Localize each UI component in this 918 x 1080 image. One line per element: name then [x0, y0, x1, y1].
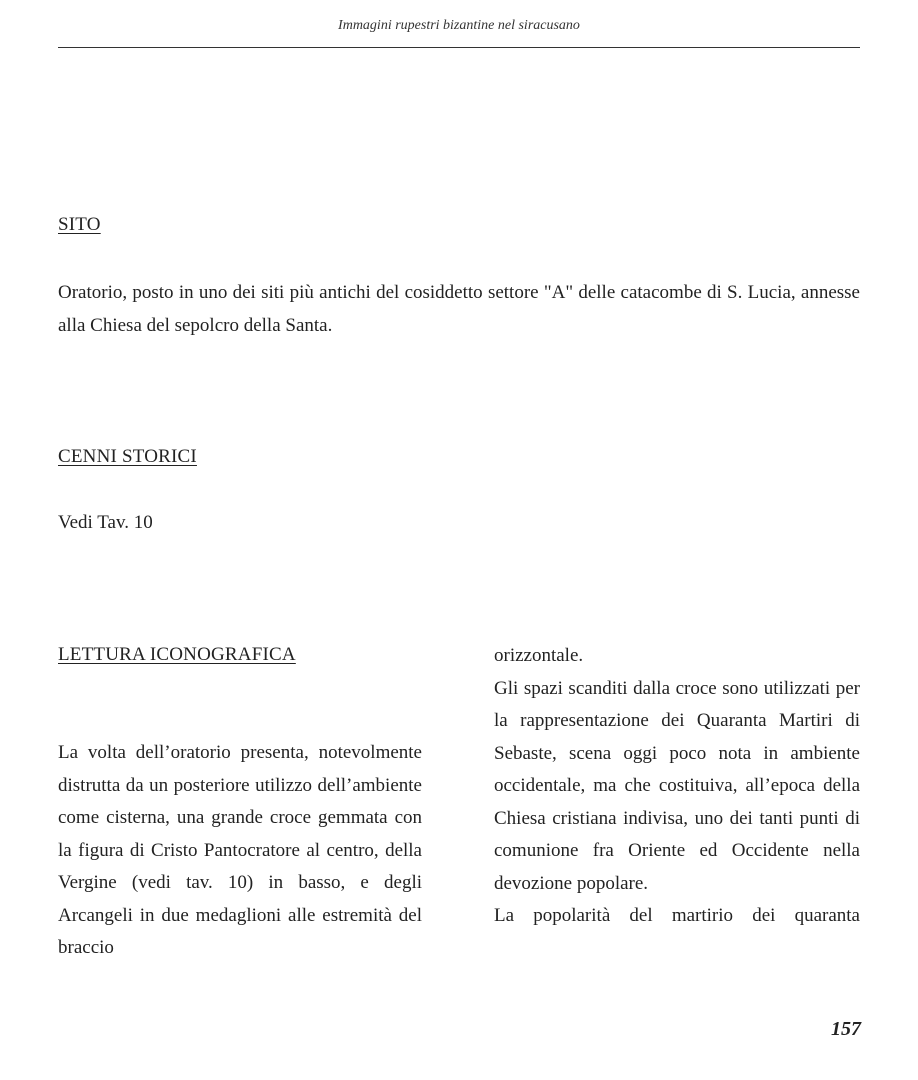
page-number: 157: [831, 1018, 861, 1040]
column-right: [494, 640, 860, 933]
running-head: Immagini rupestri bizantine nel siracusano: [338, 18, 580, 33]
paragraph-lettura-left: La volta dell’oratorio presenta, notevolmente distrutta da un posteriore utilizzo dell’ambiente come cisterna, una grande croce gemmata con la figura di Cristo Pantocratore al centro, della Vergine (vedi tav. 10) in basso, e degli Arcangeli in due medaglioni alle estremità del braccio: [58, 742, 422, 958]
paragraph-cenni-storici: Vedi Tav. 10: [58, 512, 153, 533]
paragraph-right-continuation: orizzontale.: [494, 645, 584, 666]
paragraph-sito: Oratorio, posto in uno dei siti più antichi del cosiddetto settore "A" delle catacombe di S. Lucia, annesse alla Chiesa del sepolcro della Santa.: [58, 282, 860, 336]
header-rule: [58, 47, 860, 48]
heading-lettura-iconografica: LETTURA ICONOGRAFICA: [58, 644, 296, 665]
heading-sito: SITO: [58, 214, 101, 235]
paragraph-right-quaranta-martiri: Gli spazi scanditi dalla croce sono utilizzati per la rappresentazione dei Quaranta Martiri di Sebaste, scena oggi poco nota in ambiente occidentale, ma che costituiva, all’epoca della Chiesa cristiana indivisa, uno dei tanti punti di comunione fra Oriente ed Occidente nella devozione popolare.: [494, 677, 860, 894]
heading-cenni-storici: CENNI STORICI: [58, 446, 197, 467]
paragraph-right-popolarita: La popolarità del martirio dei quaranta: [494, 905, 860, 926]
